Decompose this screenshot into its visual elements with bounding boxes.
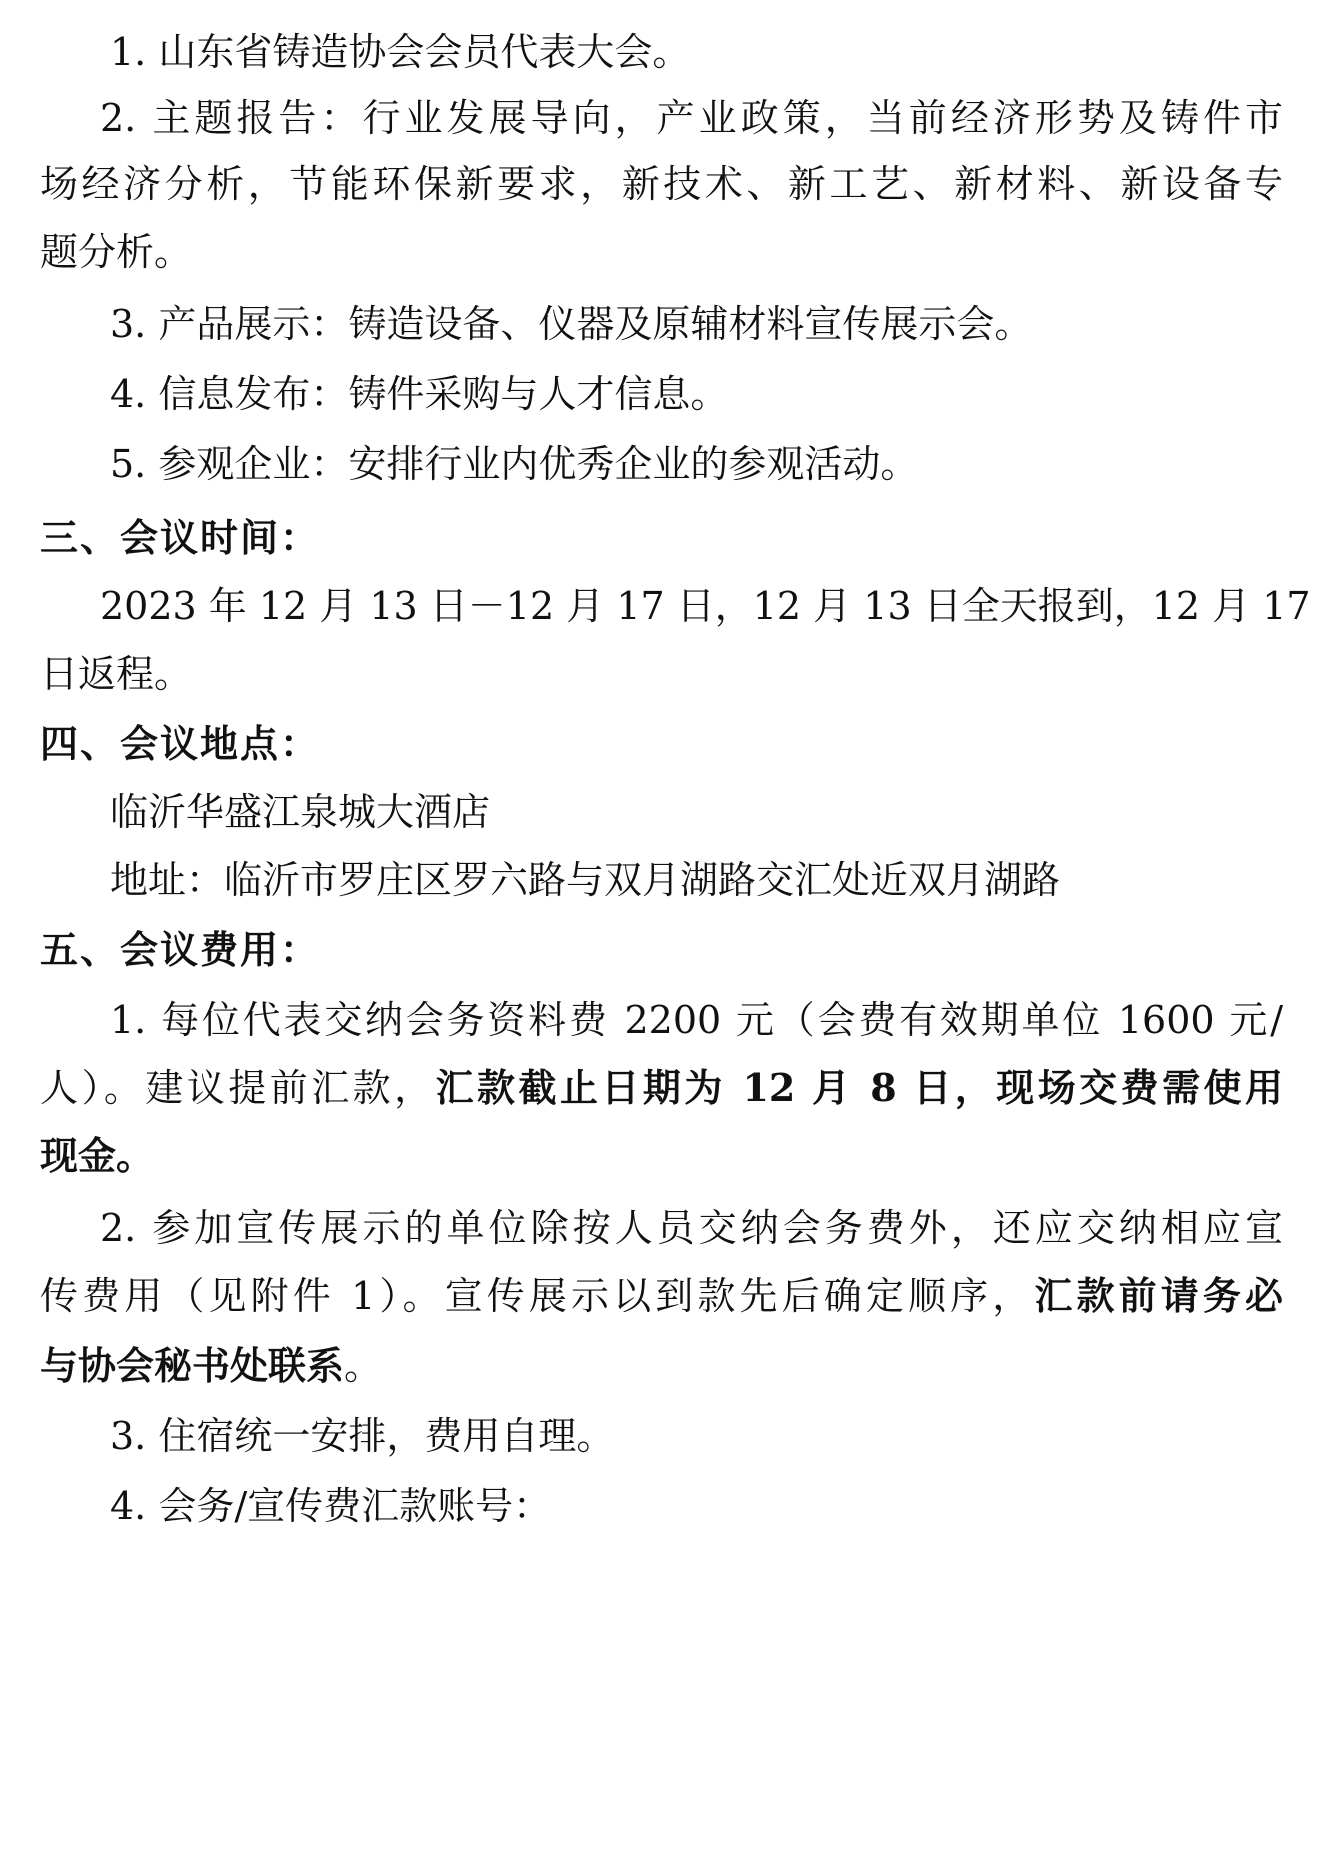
fee-cash-emphasis: 现金。 <box>40 1133 155 1178</box>
fee-item-2-line-3 <box>40 1342 1283 1390</box>
meeting-time-line-1: 2023 年 12 月 13 日－12 月 17 日，12 月 13 日全天报到，12 月 17 <box>100 584 1311 628</box>
agenda-item-3: 3. 产品展示：铸造设备、仪器及原辅材料宣传展示会。 <box>110 302 1033 346</box>
agenda-item-2-line-3: 题分析。 <box>40 230 193 274</box>
fee-advice-text: 人）。建议提前汇款， <box>40 1066 436 1110</box>
fee-item-4: 4. 会务/宣传费汇款账号： <box>110 1484 552 1528</box>
meeting-time-line-2: 日返程。 <box>40 652 193 696</box>
fee-item-3: 3. 住宿统一安排，费用自理。 <box>110 1414 615 1458</box>
fee-item-2-line-2 <box>40 1272 1283 1320</box>
agenda-item-4: 4. 信息发布：铸件采购与人才信息。 <box>110 372 729 416</box>
promo-contact-emphasis-2: 与协会秘书处联系 <box>40 1343 345 1388</box>
venue-address: 地址：临沂市罗庄区罗六路与双月湖路交汇处近双月湖路 <box>110 858 1061 902</box>
venue-name: 临沂华盛江泉城大酒店 <box>110 790 491 834</box>
fee-item-1-line-1: 1. 每位代表交纳会务资料费 2200 元（会费有效期单位 1600 元/ <box>110 998 1283 1042</box>
section-heading-fee: 五、会议费用： <box>40 927 321 972</box>
promo-period: 。 <box>344 1344 383 1388</box>
section-heading-time: 三、会议时间： <box>40 515 321 560</box>
promo-contact-emphasis-1: 汇款前请务必 <box>1034 1273 1283 1318</box>
fee-item-1-line-3 <box>40 1132 1283 1180</box>
agenda-item-2-line-2: 场经济分析，节能环保新要求，新技术、新工艺、新材料、新设备专 <box>40 162 1283 206</box>
agenda-item-5: 5. 参观企业：安排行业内优秀企业的参观活动。 <box>110 442 919 486</box>
fee-item-1-line-2 <box>40 1064 1283 1112</box>
fee-deadline-emphasis: 汇款截止日期为 12 月 8 日，现场交费需使用 <box>435 1065 1283 1110</box>
section-heading-place: 四、会议地点： <box>40 721 321 766</box>
fee-item-2-line-1: 2. 参加宣传展示的单位除按人员交纳会务费外，还应交纳相应宣 <box>100 1206 1283 1250</box>
agenda-item-2-line-1: 2. 主题报告：行业发展导向，产业政策，当前经济形势及铸件市 <box>100 96 1283 140</box>
agenda-item-1: 1. 山东省铸造协会会员代表大会。 <box>110 30 691 74</box>
promo-order-text: 传费用（见附件 1）。宣传展示以到款先后确定顺序， <box>40 1274 1035 1318</box>
